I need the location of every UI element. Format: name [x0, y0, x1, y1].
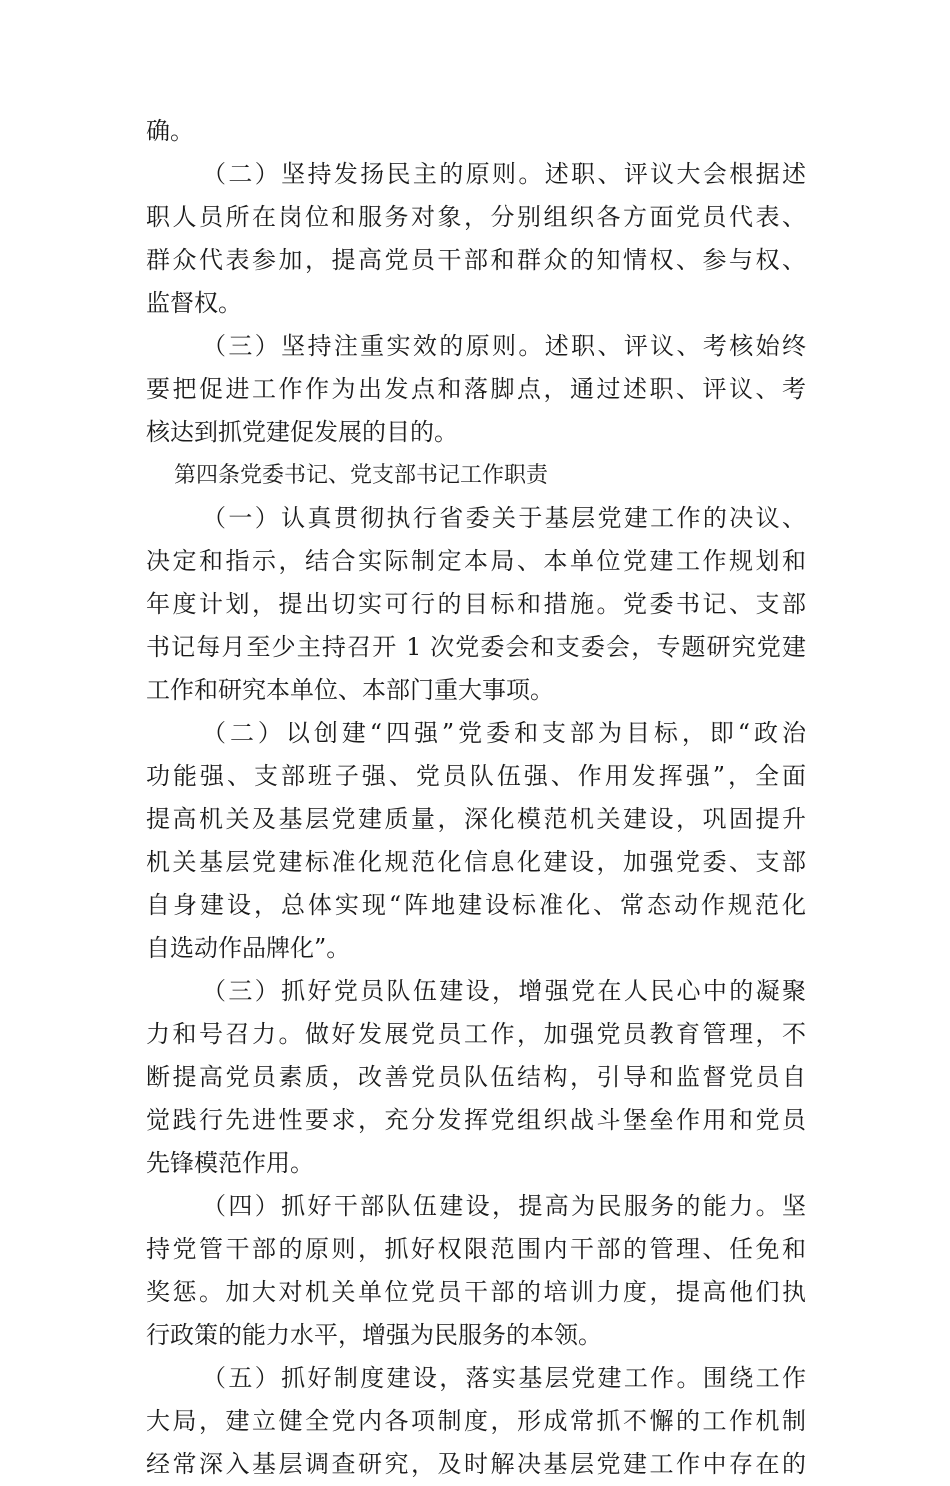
- text-line: 自身建设，总体实现“阵地建设标准化、常态动作规范化: [146, 891, 806, 919]
- text-line: 功能强、支部班子强、党员队伍强、作用发挥强”，全面: [146, 762, 806, 790]
- text-line: 先锋模范作用。: [146, 1149, 314, 1177]
- text-line: 决定和指示，结合实际制定本局、本单位党建工作规划和: [146, 547, 806, 575]
- text-line: 机关基层党建标准化规范化信息化建设，加强党委、支部: [146, 848, 806, 876]
- text-line: 行政策的能力水平，增强为民服务的本领。: [146, 1321, 602, 1349]
- text-line: （四）抓好干部队伍建设，提高为民服务的能力。坚: [202, 1192, 806, 1220]
- text-line: 提高机关及基层党建质量，深化模范机关建设，巩固提升: [146, 805, 806, 833]
- text-line: （三）抓好党员队伍建设，增强党在人民心中的凝聚: [202, 977, 806, 1005]
- text-line: （一）认真贯彻执行省委关于基层党建工作的决议、: [202, 504, 806, 532]
- text-line: 职人员所在岗位和服务对象，分别组织各方面党员代表、: [146, 203, 806, 231]
- text-line: 年度计划，提出切实可行的目标和措施。党委书记、支部: [146, 590, 806, 618]
- text-line: 确。: [146, 117, 194, 145]
- text-line: 书记每月至少主持召开 1 次党委会和支委会，专题研究党建: [146, 633, 806, 661]
- text-line: 力和号召力。做好发展党员工作，加强党员教育管理，不: [146, 1020, 806, 1048]
- text-line: （二）以创建“四强”党委和支部为目标，即“政治: [202, 719, 806, 747]
- text-line: 大局，建立健全党内各项制度，形成常抓不懈的工作机制: [146, 1407, 806, 1435]
- text-line: 工作和研究本单位、本部门重大事项。: [146, 676, 554, 704]
- text-line: 觉践行先进性要求，充分发挥党组织战斗堡垒作用和党员: [146, 1106, 806, 1134]
- section-heading: 第四条党委书记、党支部书记工作职责: [174, 463, 549, 488]
- text-line: 持党管干部的原则，抓好权限范围内干部的管理、任免和: [146, 1235, 806, 1263]
- text-line: 断提高党员素质，改善党员队伍结构，引导和监督党员自: [146, 1063, 806, 1091]
- text-line: 要把促进工作作为出发点和落脚点，通过述职、评议、考: [146, 375, 806, 403]
- text-line: （三）坚持注重实效的原则。述职、评议、考核始终: [202, 332, 806, 360]
- text-line: （二）坚持发扬民主的原则。述职、评议大会根据述: [202, 160, 806, 188]
- text-line: 核达到抓党建促发展的目的。: [146, 418, 458, 446]
- text-line: 群众代表参加，提高党员干部和群众的知情权、参与权、: [146, 246, 806, 274]
- text-line: 自选动作品牌化”。: [146, 934, 351, 962]
- text-line: 奖惩。加大对机关单位党员干部的培训力度，提高他们执: [146, 1278, 806, 1306]
- text-line: （五）抓好制度建设，落实基层党建工作。围绕工作: [202, 1364, 806, 1392]
- text-line: 监督权。: [146, 289, 242, 317]
- text-line: 经常深入基层调查研究，及时解决基层党建工作中存在的: [146, 1450, 806, 1478]
- document-page: [146, 110, 806, 1486]
